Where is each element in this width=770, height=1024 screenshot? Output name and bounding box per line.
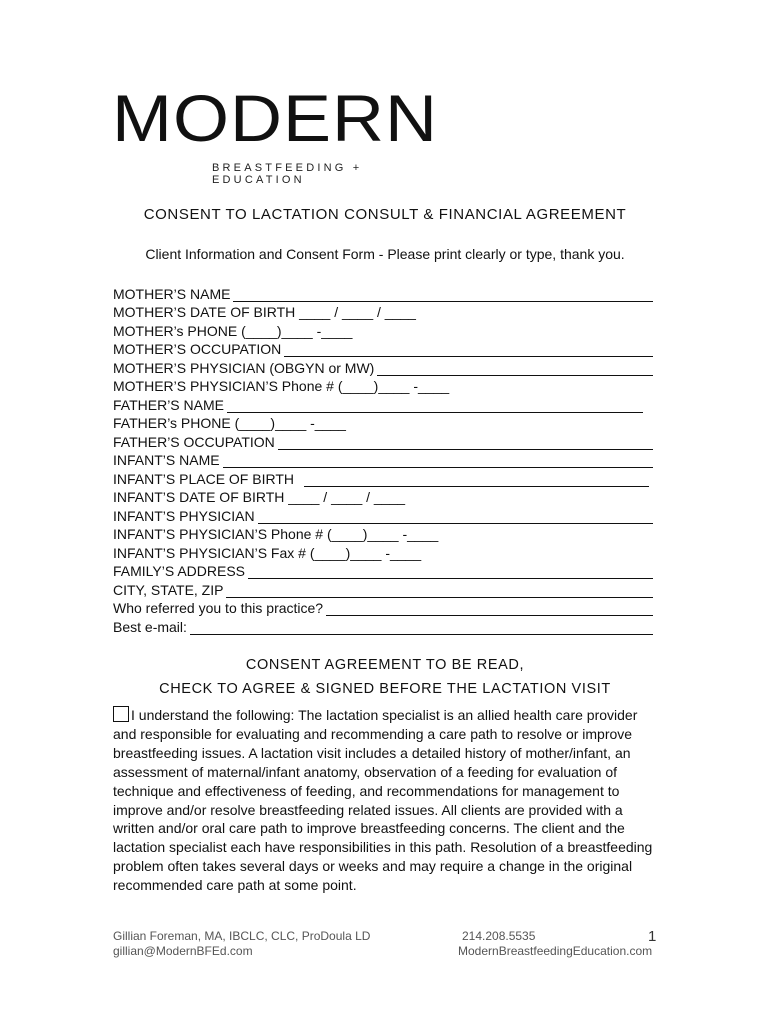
fill-line[interactable] [258,510,653,524]
fill-line[interactable] [278,436,653,450]
fill-line[interactable] [377,362,653,376]
fathers-name-field[interactable] [113,394,653,413]
fill-line[interactable] [227,399,643,413]
infants-dob-field[interactable] [113,487,653,506]
infants-name-field[interactable] [113,450,653,469]
field-label: FATHER’S NAME [113,396,224,413]
field-label: FATHER’s PHONE (____)____ -____ [113,415,346,431]
consent-heading-line2: CHECK TO AGREE & SIGNED BEFORE THE LACTATION VISIT [159,681,611,697]
mothers-physician-field[interactable] [113,357,653,376]
field-label: MOTHER’S NAME [113,285,231,302]
consent-text: I understand the following: The lactation specialist is an allied health care provider and responsible for evaluating and recommending a care path to resolve or improve breastfeeding issues. A lactation visit includes a detailed history of mother/infant, an assessment of maternal/infant anatomy, observation of a feeding for evaluation of technique and effectiveness of feeding, and recommendations for management to improve and/or resolve breastfeeding related issues. All clients are provided with a written and/or oral care path to improve breastfeeding concerns. The client and the lactation specialist each have responsibilities in this path. Resolution of a breastfeeding problem often takes several days or weeks and may require a change in the original recommended care path at some point. [113,707,653,894]
mothers-dob-field[interactable] [113,302,653,321]
fill-line[interactable] [326,602,653,616]
footer-email: gillian@ModernBFEd.com [113,944,253,958]
mothers-physician-phone-field[interactable] [113,376,653,395]
field-label: INFANT’S PHYSICIAN’S Fax # (____)____ -____ [113,544,422,561]
footer-phone: 214.208.5535 [462,929,536,943]
consent-heading-line1: CONSENT AGREEMENT TO BE READ, [245,657,525,673]
consent-paragraph [113,706,658,895]
mothers-occupation-field[interactable] [113,339,653,358]
field-label: INFANT’S PHYSICIAN’S Phone # (____)____ -____ [113,526,439,542]
fill-line[interactable] [304,473,649,487]
infants-physician-fax-field[interactable] [113,542,653,561]
fill-line[interactable] [248,565,653,579]
fathers-phone-field[interactable] [113,413,653,432]
fill-line[interactable] [233,288,653,302]
logo-wordmark: MODERN [112,82,438,156]
fill-line[interactable] [284,343,653,357]
field-label: MOTHER’S PHYSICIAN’S Phone # (____)____ -____ [113,378,450,394]
infants-physician-phone-field[interactable] [113,524,653,543]
field-label: Who referred you to this practice? [113,600,324,616]
logo-tagline: BREASTFEEDING + EDUCATION [212,162,363,186]
best-email-field[interactable] [113,616,653,635]
field-label: INFANT’S PLACE OF BIRTH [113,470,294,487]
field-label: Best e-mail: [113,618,187,635]
family-address-field[interactable] [113,561,653,580]
mothers-phone-field[interactable] [113,320,653,339]
city-state-zip-field[interactable] [113,579,653,598]
field-label: INFANT’S PHYSICIAN [113,507,255,524]
mothers-name-field[interactable] [113,283,653,302]
consent-checkbox[interactable] [113,706,129,722]
page-number: 1 [648,928,657,945]
fathers-occupation-field[interactable] [113,431,653,450]
client-information-fields [113,283,653,635]
fill-line[interactable] [226,584,653,598]
footer-website: ModernBreastfeedingEducation.com [458,944,653,958]
fill-line[interactable] [223,454,653,468]
field-label: MOTHER’S DATE OF BIRTH ____ / ____ / ____ [113,304,416,320]
field-label: MOTHER’s PHONE (____)____ -____ [113,322,353,339]
field-label: CITY, STATE, ZIP [113,581,224,598]
footer-name: Gillian Foreman, MA, IBCLC, CLC, ProDoula LD [113,929,371,943]
infants-physician-field[interactable] [113,505,653,524]
field-label: FAMILY’S ADDRESS [113,563,246,579]
field-label: FATHER’S OCCUPATION [113,433,275,450]
infants-place-of-birth-field[interactable] [113,468,653,487]
footer-website-block [458,929,658,959]
referral-source-field[interactable] [113,598,653,617]
fill-line[interactable] [190,621,653,635]
form-title: CONSENT TO LACTATION CONSULT & FINANCIAL AGREEMENT [143,206,627,223]
footer-contact [113,929,370,959]
field-label: MOTHER’S OCCUPATION [113,341,282,357]
field-label: MOTHER’S PHYSICIAN (OBGYN or MW) [113,359,375,376]
field-label: INFANT’S DATE OF BIRTH ____ / ____ / ____ [113,489,406,505]
field-label: INFANT’S NAME [113,452,220,468]
form-subtitle: Client Information and Consent Form - Please print clearly or type, thank you. [145,246,625,262]
modern-logo [112,82,444,186]
